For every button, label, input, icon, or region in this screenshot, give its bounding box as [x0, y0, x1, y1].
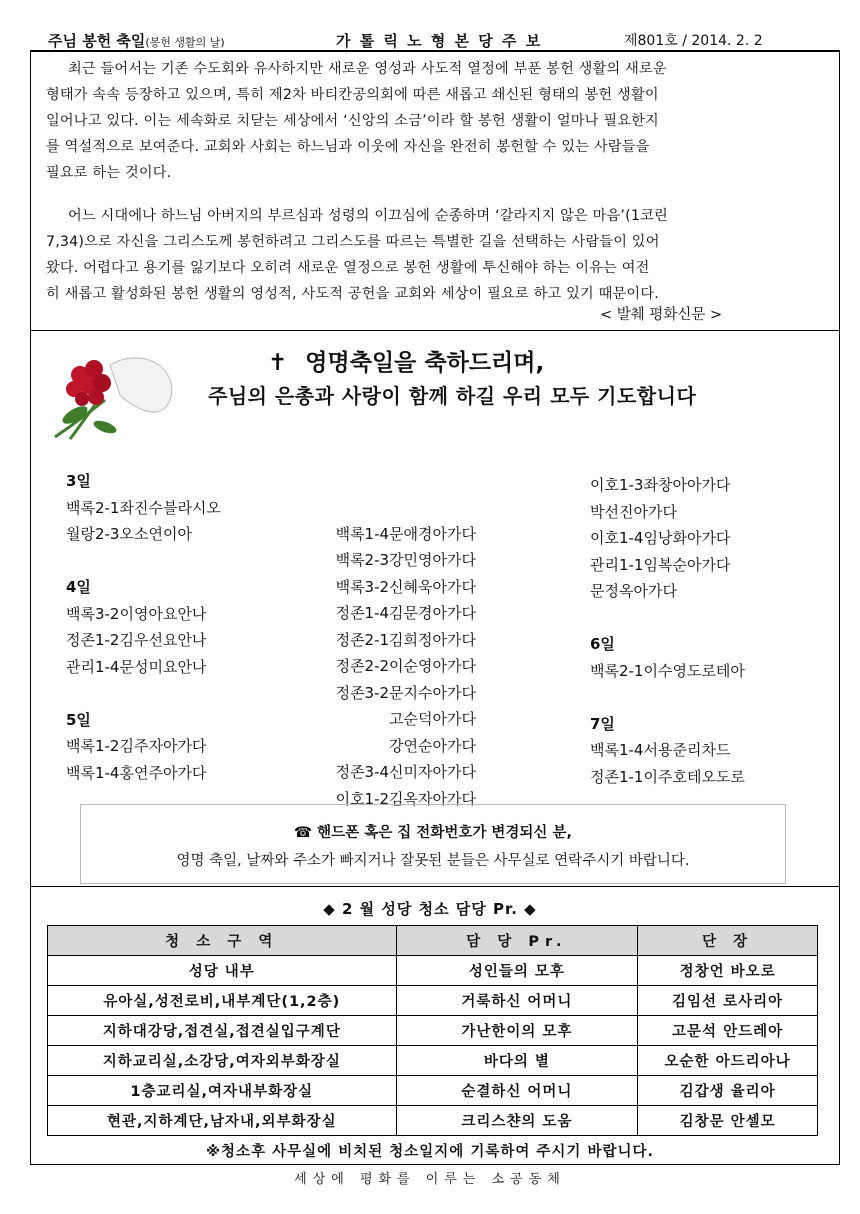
name-entry: 백록3-2이영아요안나	[66, 604, 207, 623]
cell-pr: 순결하신 어머니	[396, 1076, 638, 1106]
cleaning-table	[47, 925, 818, 1136]
name-entry: 문정옥아가다	[590, 582, 677, 600]
article-line: 형태가 속속 등장하고 있으며, 특히 제2차 바티칸공의회에 따른 새롭고 쇄신된 형태의 봉헌 생활이	[46, 87, 659, 103]
name-entry: 백록2-1좌진수블라시오	[66, 498, 221, 517]
spacer	[66, 680, 221, 707]
spacer	[590, 605, 748, 632]
namefeast-title	[268, 344, 544, 377]
day-heading: 4일	[66, 578, 91, 596]
article-source: < 발췌 평화신문 >	[600, 307, 723, 323]
cell-leader: 김임선 로사리아	[638, 986, 818, 1016]
spacer	[66, 548, 221, 575]
cell-leader: 김갑생 율리아	[638, 1076, 818, 1106]
frame-left	[30, 50, 31, 1165]
name-entry: 백록1-4서용준리차드	[590, 741, 731, 759]
table-row	[48, 956, 818, 986]
spacer	[316, 494, 476, 521]
name-entry: 정존2-2이순영아가다	[335, 657, 476, 675]
cell-area: 지하교리실,소강당,여자외부화장실	[48, 1046, 397, 1076]
article-paragraph-2	[46, 203, 820, 307]
section-divider-1	[30, 330, 840, 331]
bulletin-header	[48, 30, 225, 51]
name-entry: 백록3-2신혜욱아가다	[335, 577, 476, 596]
parish-name: 가 톨 릭 노 형 본 당 주 보	[336, 32, 543, 50]
namefeast-column-2	[316, 494, 476, 812]
namefeast-title-text: 영명축일을 축하드리며,	[305, 350, 545, 376]
notice-line-1	[81, 821, 785, 842]
name-entry: 백록1-4홍연주아가다	[66, 763, 207, 782]
frame-right	[839, 50, 840, 1165]
namefeast-subtitle: 주님의 은총과 사랑이 함께 하길 우리 모두 기도합니다	[208, 384, 697, 408]
header-pr: 담 당 Pr.	[396, 926, 638, 956]
article-line: 어느 시대에나 하느님 아버지의 부르심과 성령의 이끄심에 순종하며 ‘갈라지지 않은 마음’(1코린	[68, 208, 668, 224]
name-entry: 백록2-1이수영도로테아	[590, 661, 745, 680]
day-heading: 7일	[590, 714, 615, 733]
article-line: 를 역설적으로 보여준다. 교회와 사회는 하느님과 이웃에 자신을 완전히 봉헌할 수 있는 사람들을	[46, 139, 650, 155]
article-line: 7,34)으로 자신을 그리스도께 봉헌하려고 그리스도를 따르는 특별한 길을 선택하는 사람들이 있어	[46, 234, 660, 250]
namefeast-column-1	[66, 468, 221, 786]
day-heading: 6일	[590, 635, 615, 653]
notice-line-2: 영명 축일, 날짜와 주소가 빠지거나 잘못된 분들은 사무실로 연락주시기 바랍니다.	[176, 853, 690, 869]
cleaning-table-body	[48, 956, 818, 1136]
name-entry: 정존1-4김문경아가다	[335, 604, 476, 622]
day-heading: 3일	[66, 472, 91, 490]
table-row	[48, 986, 818, 1016]
cell-area: 지하대강당,접견실,접견실입구계단	[48, 1016, 397, 1046]
cell-area: 현관,지하계단,남자내,외부화장실	[48, 1106, 397, 1136]
cell-leader: 김창문 안셀모	[638, 1106, 818, 1136]
name-entry: 정존1-2김우선요안나	[66, 631, 207, 649]
name-entry: 정존3-2문지수아가다	[335, 683, 476, 702]
notice-box	[80, 804, 786, 884]
table-row	[48, 1046, 818, 1076]
table-row	[48, 1016, 818, 1046]
header-leader: 단 장	[638, 926, 818, 956]
cross-icon: ✝	[268, 350, 288, 376]
cell-area: 유아실,성전로비,내부계단(1,2층)	[48, 986, 397, 1016]
article-line: 필요로 하는 것이다.	[46, 165, 172, 181]
cell-pr: 바다의 별	[396, 1046, 638, 1076]
name-entry: 정존3-4신미자아가다	[335, 763, 476, 781]
cell-leader: 정창언 바오로	[638, 956, 818, 986]
section-divider-2	[30, 886, 840, 887]
header-rule	[30, 50, 840, 52]
header-area: 청 소 구 역	[48, 926, 397, 956]
table-row	[48, 1106, 818, 1136]
cell-area: 성당 내부	[48, 956, 397, 986]
name-entry: 이호1-2김옥자아가다	[335, 789, 476, 808]
notice-line-1-text: 핸드폰 혹은 집 전화번호가 변경되신 분,	[317, 825, 572, 841]
cell-leader: 고문석 안드레아	[638, 1016, 818, 1046]
name-entry: 이호1-4임낭화아가다	[590, 529, 731, 547]
name-entry: 백록1-4문애경아가다	[335, 524, 476, 543]
cell-pr: 크리스챤의 도움	[396, 1106, 638, 1136]
cell-pr: 가난한이의 모후	[396, 1016, 638, 1046]
cell-pr: 성인들의 모후	[396, 956, 638, 986]
cleaning-footnote: ※청소후 사무실에 비치된 청소일지에 기록하여 주시기 바랍니다.	[205, 1144, 655, 1160]
cell-leader: 오순한 아드리아나	[638, 1046, 818, 1076]
cleaning-title: ◆ 2 월 성당 청소 담당 Pr. ◆	[323, 900, 537, 918]
name-entry: 정존1-1이주호테오도로	[590, 767, 745, 786]
day-heading: 5일	[66, 710, 91, 729]
name-entry: 백록2-3강민영아가다	[335, 551, 476, 569]
name-entry: 강연순아가다	[389, 736, 476, 755]
name-entry: 월랑2-3오소연이아	[66, 525, 192, 543]
name-entry: 관리1-4문성미요안나	[66, 657, 207, 676]
article-line: 왔다. 어렵다고 용기를 잃기보다 오히려 새로운 열정으로 봉헌 생활에 투신해야 하는 이유는 여전	[46, 260, 650, 276]
rose-bouquet-icon	[50, 345, 180, 440]
name-entry: 고순덕아가다	[389, 710, 476, 728]
issue-number: 제801호 / 2014. 2. 2	[624, 33, 763, 49]
name-entry: 관리1-1임복순아가다	[590, 555, 731, 574]
article-line: 최근 들어서는 기존 수도회와 유사하지만 새로운 영성과 사도적 열정에 부푼 봉헌 생활의 새로운	[68, 61, 667, 77]
telephone-icon: ☎	[294, 825, 313, 841]
table-row	[48, 1076, 818, 1106]
name-entry: 백록1-2김주자아가다	[66, 737, 207, 755]
namefeast-column-3	[590, 472, 748, 790]
article-line: 히 새롭고 활성화된 봉헌 생활의 영성적, 사도적 공헌을 교회와 세상이 필요로 하고 있기 때문이다.	[46, 286, 659, 302]
name-entry: 정존2-1김희정아가다	[335, 630, 476, 649]
article-line: 일어나고 있다. 이는 세속화로 치닫는 세상에서 ‘신앙의 소금’이라 할 봉헌 생활이 얼마나 필요한지	[46, 113, 659, 129]
name-entry: 이호1-3좌창아아가다	[590, 476, 731, 494]
name-entry: 박선진아가다	[590, 502, 677, 521]
feast-title: 주님 봉헌 축일	[48, 32, 146, 50]
cell-area: 1층교리실,여자내부화장실	[48, 1076, 397, 1106]
cell-pr: 거룩하신 어머니	[396, 986, 638, 1016]
article-paragraph-1	[46, 56, 820, 186]
feast-subtitle: (봉헌 생활의 날)	[145, 36, 225, 49]
parish-motto: 세상에 평화를 이루는 소공동체	[294, 1172, 566, 1187]
table-header-row	[48, 926, 818, 956]
frame-bottom	[30, 1164, 840, 1165]
spacer	[590, 684, 748, 711]
